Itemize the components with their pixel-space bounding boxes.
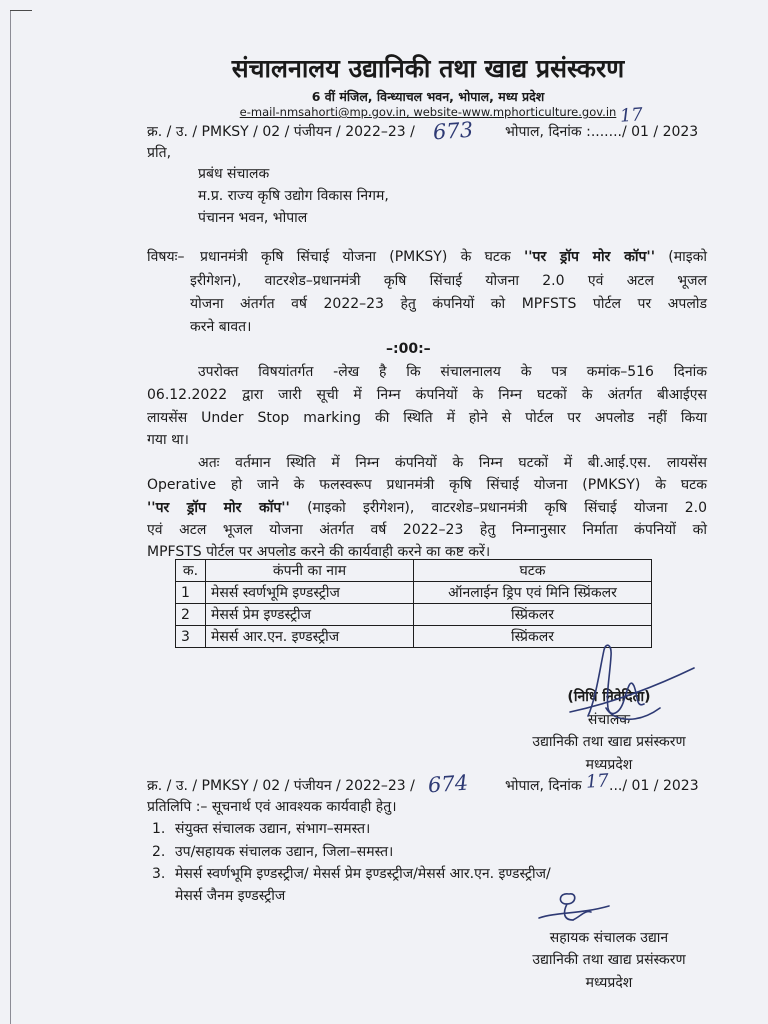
signatory-1-department: उद्यानिकी तथा खाद्य प्रसंस्करण (532, 734, 686, 750)
column-header-component: घटक (414, 560, 652, 582)
subject-line (190, 293, 707, 315)
recipient-line: म.प्र. राज्य कृषि उद्योग विकास निगम, (198, 188, 389, 204)
handwritten-date-day: 17 (619, 104, 644, 127)
table-row (176, 582, 652, 604)
copy-item-text: उप/सहायक संचालक उद्यान, जिला–समस्त। (175, 844, 394, 860)
paragraph-2-line (147, 474, 707, 496)
copy-item-text: मेसर्स स्वर्णभूमि इण्डस्ट्रीज/ मेसर्स प्रेम इण्डस्ट्रीज/मेसर्स आर.एन. इण्डस्ट्रीज/ (175, 866, 551, 882)
copy-item-text: मेसर्स जैनम इण्डस्ट्रीज (175, 888, 286, 904)
table-header-row (176, 560, 652, 582)
serial-cell: 2 (176, 604, 206, 626)
copy-item-number: 3. (152, 866, 166, 882)
signatory-2-department: उद्यानिकी तथा खाद्य प्रसंस्करण (532, 952, 686, 968)
recipient-salutation: प्रति, (147, 145, 172, 161)
copy-place-date (505, 770, 699, 797)
scheme-component-name: ''पर ड्रॉप मोर कॉप'' (523, 249, 655, 265)
subject-text: इरीगेशन), वाटरशेड–प्रधानमंत्री कृषि सिंचाई योजना 2.0 एवं अटल भूजल (190, 273, 707, 289)
recipient-line: पंचानन भवन, भोपाल (198, 210, 308, 226)
copy-item-number: 2. (152, 844, 166, 860)
subject-line (190, 270, 707, 292)
date-month-year: / 01 / 2023 (621, 124, 699, 140)
section-separator: –:00:– (386, 341, 431, 357)
signatory-1-state: मध्यप्रदेश (585, 757, 633, 773)
component-cell: स्प्रिंकलर (414, 626, 652, 648)
column-header-company: कंपनी का नाम (206, 560, 414, 582)
company-cell: मेसर्स आर.एन. इण्डस्ट्रीज (206, 626, 414, 648)
subject-text: करने बावत। (190, 319, 252, 335)
copy-item-text: संयुक्त संचालक उद्यान, संभाग–समस्त। (175, 821, 371, 837)
handwritten-copy-date-day: 17 (585, 770, 610, 793)
date-dots: ... (609, 778, 623, 794)
signature-director (548, 638, 698, 728)
recipient-line: प्रबंध संचालक (198, 166, 270, 182)
paragraph-1-line: 06.12.2022 द्वारा जारी सूची में निम्न कंपनियों के निम्न घटकों के अंतर्गत बीआईएस (147, 387, 707, 403)
place-date-label: भोपाल, दिनांक :....... (505, 124, 622, 140)
signature-assistant-director (533, 888, 613, 930)
place-date (505, 121, 698, 143)
paragraph-2-text: (माइको इरीगेशन), वाटरशेड–प्रधानमंत्री कृषि सिंचाई योजना 2.0 (289, 500, 707, 516)
company-cell: मेसर्स स्वर्णभूमि इण्डस्ट्रीज (206, 582, 414, 604)
scan-edge-horizontal (10, 10, 32, 11)
copy-reference-number: क्र. / उ. / PMKSY / 02 / पंजीयन / 2022–23 / (147, 778, 415, 794)
component-cell: स्प्रिंकलर (414, 604, 652, 626)
signatory-1-name: (निधि निवेदिता) (567, 689, 651, 705)
date-month-year: / 01 / 2023 (622, 778, 699, 794)
paragraph-2-text: एवं अटल भूजल योजना अंतर्गत वर्ष 2022–23 हेतु निम्नानुसार निर्माता कंपनियों को (147, 522, 707, 538)
copy-place-label: भोपाल, दिनांक (505, 778, 582, 794)
serial-cell: 3 (176, 626, 206, 648)
subject-label: विषयः– (147, 249, 185, 265)
paragraph-2-text: Operative हो जाने के फलस्वरूप प्रधानमंत्री कृषि सिंचाई योजना (PMKSY) के घटक (147, 477, 707, 493)
reference-number: क्र. / उ. / PMKSY / 02 / पंजीयन / 2022–23 / (147, 124, 415, 140)
paragraph-2-line (147, 519, 707, 541)
copy-item-number: 1. (152, 821, 166, 837)
signatory-2-designation: सहायक संचालक उद्यान (549, 930, 669, 946)
company-cell: मेसर्स प्रेम इण्डस्ट्रीज (206, 604, 414, 626)
paragraph-2-line (198, 452, 707, 474)
paragraph-2-text: अतः वर्तमान स्थिति में निम्न कंपनियों के निम्न घटकों में बी.आई.एस. लायसेंस (198, 455, 707, 471)
paragraph-2-line (147, 497, 707, 519)
signatory-2-state: मध्यप्रदेश (585, 975, 633, 991)
serial-cell: 1 (176, 582, 206, 604)
paragraph-2-text: MPFSTS पोर्टल पर अपलोड करने की कार्यवाही करने का कष्ट करें। (147, 544, 491, 560)
signatory-1-designation: संचालक (587, 712, 631, 728)
letterhead-address: 6 वीं मंजिल, विन्ध्याचल भवन, भोपाल, मध्य प्रदेश (311, 89, 545, 104)
subject-line (190, 316, 251, 338)
subject-text: (माइको (655, 249, 707, 265)
subject-line (200, 246, 707, 268)
column-header-serial: क. (176, 560, 206, 582)
letterhead-title: संचालनालय उद्यानिकी तथा खाद्य प्रसंस्करण (231, 54, 625, 83)
paragraph-1-line: गया था। (147, 432, 189, 448)
subject-text: प्रधानमंत्री कृषि सिंचाई योजना (PMKSY) के घटक (200, 249, 524, 265)
paragraph-1-line: उपरोक्त विषयांतर्गत -लेख है कि संचालनालय के पत्र कमांक–516 दिनांक (198, 364, 707, 380)
handwritten-copy-dispatch-number: 674 (427, 770, 469, 798)
letterhead-contact: e-mail-nmsahorti@mp.gov.in, website-www.mphorticulture.gov.in (239, 105, 617, 119)
scheme-component-name: ''पर ड्रॉप मोर कॉप'' (147, 500, 290, 516)
subject-text: योजना अंतर्गत वर्ष 2022–23 हेतु कंपनियों को MPFSTS पोर्टल पर अपलोड (190, 296, 707, 312)
paragraph-1-line: लायसेंस Under Stop marking की स्थिति में होने से पोर्टल पर अपलोड नहीं किया (147, 410, 707, 426)
component-cell: ऑनलाईन ड्रिप एवं मिनि स्प्रिंकलर (414, 582, 652, 604)
table-row (176, 604, 652, 626)
scan-edge-vertical (10, 10, 11, 1024)
company-table (175, 559, 652, 648)
handwritten-dispatch-number: 673 (432, 117, 474, 145)
copy-to-label: प्रतिलिपि :– सूचनार्थ एवं आवश्यक कार्यवाही हेतु। (147, 799, 397, 815)
